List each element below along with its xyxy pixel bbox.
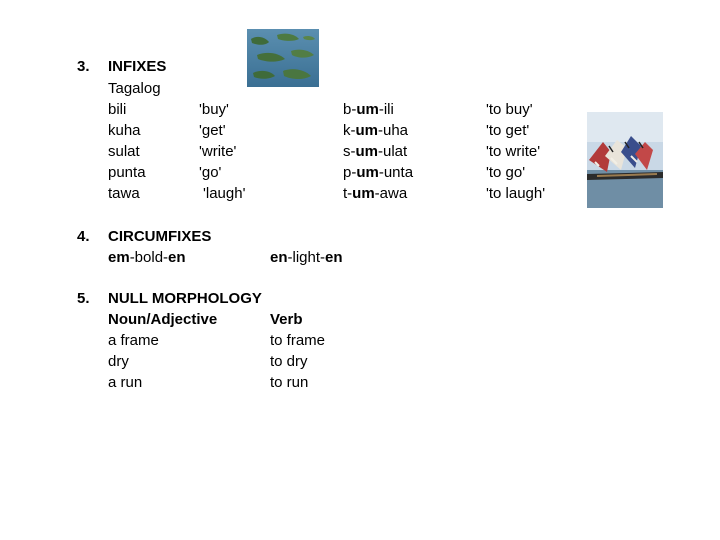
circumfix-stem: -bold- bbox=[129, 249, 169, 266]
infixed-form bbox=[343, 162, 413, 183]
root-gloss: 'laugh' bbox=[203, 185, 246, 202]
infixed-form bbox=[343, 183, 407, 204]
form-prefix: p- bbox=[343, 164, 357, 181]
form-prefix: k- bbox=[343, 122, 356, 139]
root-gloss: 'get' bbox=[199, 122, 226, 139]
noun-form: dry bbox=[108, 353, 129, 370]
column-header-verb: Verb bbox=[270, 311, 303, 328]
form-infix: um bbox=[355, 143, 378, 160]
infixed-meaning: 'to get' bbox=[486, 122, 530, 139]
form-suffix: -ili bbox=[378, 101, 394, 118]
root-gloss: 'write' bbox=[199, 143, 237, 160]
form-prefix: b- bbox=[343, 101, 357, 118]
form-infix: um bbox=[356, 101, 379, 118]
root-word: bili bbox=[108, 101, 127, 118]
root-word: punta bbox=[108, 164, 146, 181]
form-prefix: s- bbox=[343, 143, 356, 160]
section-number: 5. bbox=[77, 290, 90, 307]
form-prefix: t- bbox=[343, 185, 353, 202]
circumfix-example bbox=[108, 247, 186, 268]
noun-form: a run bbox=[108, 374, 143, 391]
infixed-meaning: 'to laugh' bbox=[486, 185, 546, 202]
root-word: kuha bbox=[108, 122, 141, 139]
boats-image bbox=[587, 112, 663, 208]
circumfix-stem: -light- bbox=[287, 249, 326, 266]
verb-form: to dry bbox=[270, 353, 308, 370]
infixed-form bbox=[343, 99, 394, 120]
section-number: 3. bbox=[77, 58, 90, 75]
form-infix: um bbox=[352, 185, 375, 202]
infixed-meaning: 'to write' bbox=[486, 143, 541, 160]
section-heading: INFIXES bbox=[108, 58, 167, 75]
circumfix-suffix: en bbox=[168, 249, 186, 266]
section-heading: NULL MORPHOLOGY bbox=[108, 290, 262, 307]
column-header-noun: Noun/Adjective bbox=[108, 311, 218, 328]
root-gloss: 'buy' bbox=[199, 101, 229, 118]
circumfix-suffix: en bbox=[325, 249, 343, 266]
form-suffix: -awa bbox=[374, 185, 408, 202]
root-word: tawa bbox=[108, 185, 140, 202]
root-word: sulat bbox=[108, 143, 140, 160]
language-label: Tagalog bbox=[108, 80, 161, 97]
form-infix: um bbox=[356, 164, 379, 181]
form-suffix: -uha bbox=[378, 122, 409, 139]
verb-form: to frame bbox=[270, 332, 326, 349]
infixed-meaning: 'to buy' bbox=[486, 101, 533, 118]
form-infix: um bbox=[355, 122, 378, 139]
section-number: 4. bbox=[77, 228, 90, 245]
form-suffix: -unta bbox=[378, 164, 414, 181]
circumfix-prefix: em bbox=[108, 249, 130, 266]
root-gloss: 'go' bbox=[199, 164, 222, 181]
circumfix-prefix: en bbox=[270, 249, 288, 266]
circumfix-example bbox=[270, 247, 343, 268]
islands-image bbox=[247, 29, 319, 87]
infixed-meaning: 'to go' bbox=[486, 164, 526, 181]
noun-form: a frame bbox=[108, 332, 159, 349]
infixed-form bbox=[343, 141, 407, 162]
form-suffix: -ulat bbox=[378, 143, 408, 160]
infixed-form bbox=[343, 120, 408, 141]
section-heading: CIRCUMFIXES bbox=[108, 228, 212, 245]
verb-form: to run bbox=[270, 374, 309, 391]
